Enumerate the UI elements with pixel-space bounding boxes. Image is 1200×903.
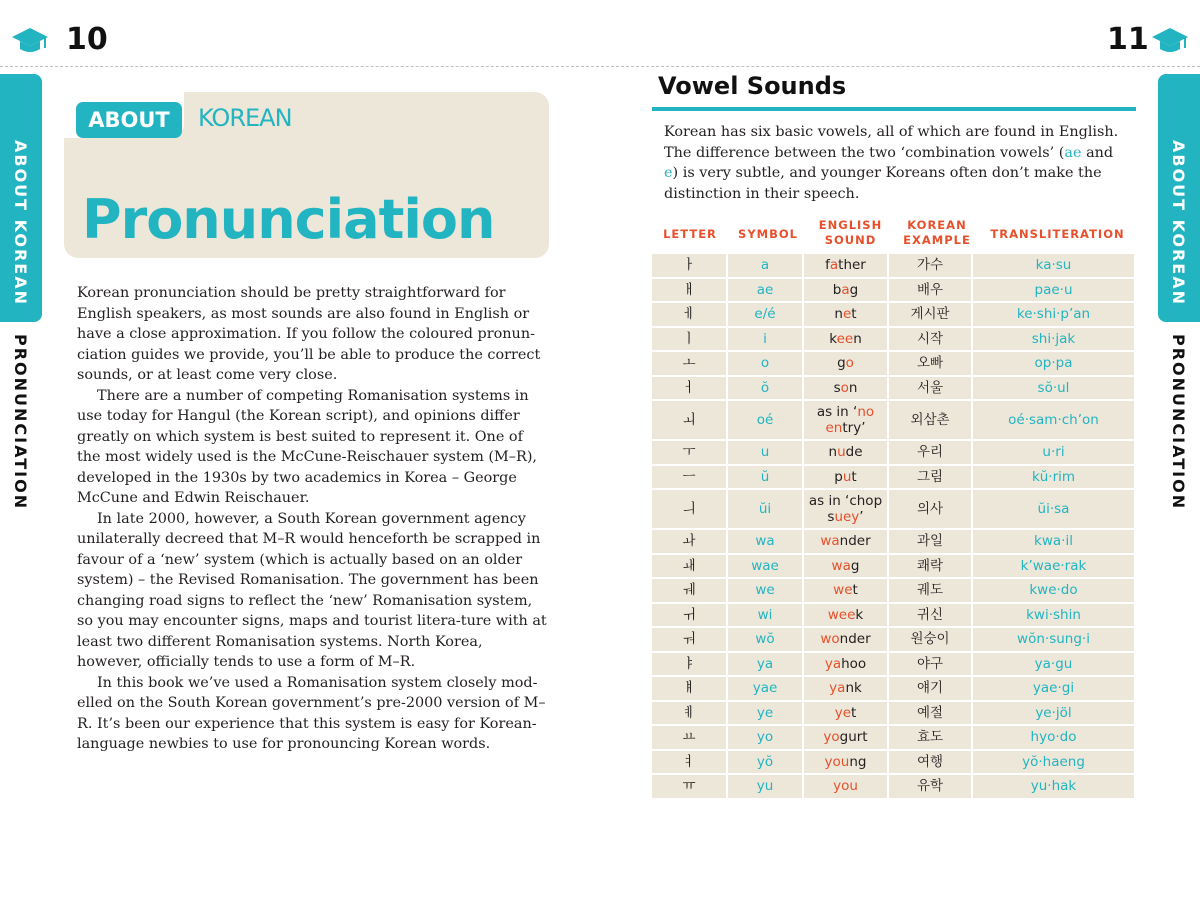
transliteration-cell: k’wae·rak (1020, 557, 1087, 574)
letter-cell: ㅗ (652, 352, 728, 375)
english-sound-cell: yogurt (804, 726, 889, 749)
english-sound-cell: net (804, 303, 889, 326)
paragraph: Korean pronunciation should be pretty straightforward for English speakers, as most sounds are also found in English or have a close approximation. If you follow the coloured pronun-ciation guides we provide, you’ll be able to produce the correct sounds, or at least come very close. (77, 285, 541, 383)
letter-cell: ㅢ (652, 490, 728, 528)
highlighted-sound: we (833, 582, 853, 599)
letter-cell: ㅖ (652, 702, 728, 725)
table-row (652, 279, 1134, 304)
section-title: Vowel Sounds (658, 72, 847, 100)
letter-cell: ㅜ (652, 441, 728, 464)
english-sound-cell: keen (804, 328, 889, 351)
transliteration-cell: kwa·il (1034, 533, 1073, 550)
english-sound-cell: yahoo (804, 653, 889, 676)
letter-cell: ㅝ (652, 628, 728, 651)
right-section-tab-label: ABOUT KOREAN (1169, 140, 1188, 306)
transliteration-cell: wŏn·sung·i (1017, 631, 1090, 648)
graduation-cap-icon (1150, 26, 1190, 56)
symbol-cell: e/é (728, 303, 804, 326)
highlighted-sound: a (829, 257, 839, 274)
english-sound-cell: put (804, 466, 889, 489)
table-row (652, 702, 1134, 727)
table-row (652, 352, 1134, 377)
symbol-cell: yo (728, 726, 804, 749)
symbol-cell: oé (728, 401, 804, 439)
korean-example-cell: 의사 (889, 490, 973, 528)
highlighted-sound: wee (827, 606, 856, 623)
table-row (652, 328, 1134, 353)
highlighted-sound: ye (834, 704, 851, 721)
highlighted-sound: you (824, 753, 850, 770)
highlighted-sound: wa (820, 533, 840, 550)
transliteration-cell: ye·jöl (1035, 704, 1072, 721)
table-row (652, 775, 1134, 800)
symbol-cell: yŏ (728, 751, 804, 774)
highlighted-sound: e (842, 306, 852, 323)
symbol-cell: ŭ (728, 466, 804, 489)
right-page-number: 11 (1107, 22, 1149, 57)
letter-cell: ㅛ (652, 726, 728, 749)
korean-example-cell: 서울 (889, 377, 973, 400)
vowel-table (652, 254, 1134, 800)
highlighted-sound: wo (820, 631, 840, 648)
vowel-ae: ae (1064, 144, 1082, 161)
transliteration-cell: kŭ·rim (1031, 468, 1076, 485)
korean-example-cell: 오빠 (889, 352, 973, 375)
symbol-cell: wae (728, 555, 804, 578)
transliteration-cell: ŭi·sa (1037, 501, 1070, 517)
letter-cell: ㅓ (652, 377, 728, 400)
korean-example-cell: 과일 (889, 530, 973, 553)
symbol-cell: o (728, 352, 804, 375)
korean-example-cell: 야구 (889, 653, 973, 676)
korean-example-cell: 귀신 (889, 604, 973, 627)
korean-example-cell: 쾌락 (889, 555, 973, 578)
symbol-cell: ŏ (728, 377, 804, 400)
left-chapter-label: PRONUNCIATION (11, 334, 30, 511)
korean-example-cell: 원숭이 (889, 628, 973, 651)
paragraph: In this book we’ve used a Romanisation system closely mod-elled on the South Korean government’s pre-2000 version of M–R. It’s been our experience that this system is easy for Korean-language newbies to use for pronouncing Korean words. (77, 674, 546, 752)
table-row (652, 303, 1134, 328)
english-sound-cell: as in ‘no entry’ (804, 401, 889, 439)
letter-cell: ㅑ (652, 653, 728, 676)
korean-example-cell: 효도 (889, 726, 973, 749)
highlighted-sound: wa (831, 557, 851, 574)
english-sound-cell: young (804, 751, 889, 774)
transliteration-cell: pae·u (1034, 281, 1073, 298)
transliteration-cell: oé·sam·ch’on (1008, 412, 1099, 428)
table-row (652, 653, 1134, 678)
english-sound-cell: go (804, 352, 889, 375)
table-row (652, 579, 1134, 604)
highlighted-sound: yo (823, 729, 840, 746)
korean-example-cell: 궤도 (889, 579, 973, 602)
table-row (652, 401, 1134, 441)
table-row (652, 751, 1134, 776)
left-page-number: 10 (66, 22, 108, 57)
letter-cell: ㅔ (652, 303, 728, 326)
korean-example-cell: 시작 (889, 328, 973, 351)
letter-cell: ㅐ (652, 279, 728, 302)
graduation-cap-icon (10, 26, 50, 56)
korean-example-cell: 얘기 (889, 677, 973, 700)
transliteration-cell: hyo·do (1030, 729, 1077, 746)
symbol-cell: wi (728, 604, 804, 627)
english-sound-cell: wonder (804, 628, 889, 651)
english-sound-cell: yet (804, 702, 889, 725)
letter-cell: ㅘ (652, 530, 728, 553)
transliteration-cell: yu·hak (1030, 778, 1077, 795)
header-symbol: SYMBOL (738, 227, 798, 241)
letter-cell: ㅡ (652, 466, 728, 489)
header-korean-example: KOREAN EXAMPLE (903, 218, 971, 247)
english-sound-cell: wag (804, 555, 889, 578)
korean-label: KOREAN (198, 104, 292, 132)
symbol-cell: i (728, 328, 804, 351)
table-row (652, 604, 1134, 629)
english-sound-cell: father (804, 254, 889, 277)
transliteration-cell: yae·gi (1032, 680, 1075, 697)
korean-example-cell: 가수 (889, 254, 973, 277)
letter-cell: ㅏ (652, 254, 728, 277)
symbol-cell: we (728, 579, 804, 602)
table-row (652, 377, 1134, 402)
transliteration-cell: yŏ·haeng (1022, 753, 1085, 770)
table-row (652, 677, 1134, 702)
highlighted-sound: ee (836, 330, 854, 347)
symbol-cell: wŏ (728, 628, 804, 651)
letter-cell: ㅟ (652, 604, 728, 627)
english-sound-cell: yank (804, 677, 889, 700)
korean-example-cell: 예절 (889, 702, 973, 725)
paragraph: In late 2000, however, a South Korean government agency unilaterally decreed that M–R would henceforth be scrapped in favour of a ‘new’ system (which is actually based on an older system) – the Revised Romanisation. The government has been changing road signs to reflect the ‘new’ Romanisation system, so you may encounter signs, maps and tourist litera-ture with at least two different Romanisation systems. North Korea, however, officially tends to use a form of M–R. (77, 510, 547, 670)
letter-cell: ㅙ (652, 555, 728, 578)
table-row (652, 726, 1134, 751)
korean-example-cell: 여행 (889, 751, 973, 774)
symbol-cell: yu (728, 775, 804, 798)
table-header (652, 218, 1134, 252)
highlighted-sound: a (841, 281, 850, 298)
transliteration-cell: ka·su (1035, 257, 1072, 274)
symbol-cell: ya (728, 653, 804, 676)
intro-text: Korean has six basic vowels, all of which are found in English. The difference between the two ‘combination vowels’ (ae and e) is very subtle, and younger Koreans often don’t make the distinction in their speech. (664, 124, 1119, 202)
transliteration-cell: ke·shi·p’an (1016, 306, 1091, 323)
section-title-rule (652, 107, 1136, 111)
english-sound-cell: bag (804, 279, 889, 302)
letter-cell: ㅕ (652, 751, 728, 774)
highlighted-sound: o (845, 355, 854, 372)
symbol-cell: ye (728, 702, 804, 725)
about-label: ABOUT (76, 102, 182, 138)
letter-cell: ㅣ (652, 328, 728, 351)
english-sound-cell: wet (804, 579, 889, 602)
table-row (652, 530, 1134, 555)
korean-example-cell: 외삼촌 (889, 401, 973, 439)
transliteration-cell: u·ri (1042, 444, 1065, 461)
english-sound-cell: wander (804, 530, 889, 553)
header-transliteration: TRANSLITERATION (990, 227, 1125, 241)
letter-cell: ㅞ (652, 579, 728, 602)
korean-example-cell: 유학 (889, 775, 973, 798)
table-row (652, 466, 1134, 491)
korean-example-cell: 그림 (889, 466, 973, 489)
page-title: Pronunciation (82, 188, 495, 251)
transliteration-cell: sŏ·ul (1037, 379, 1070, 396)
highlighted-sound: ya (824, 655, 842, 672)
symbol-cell: yae (728, 677, 804, 700)
letter-cell: ㅚ (652, 401, 728, 439)
symbol-cell: u (728, 441, 804, 464)
letter-cell: ㅒ (652, 677, 728, 700)
table-row (652, 628, 1134, 653)
english-sound-cell: as in ‘chop suey’ (804, 490, 889, 528)
header-divider (0, 66, 1200, 67)
english-sound-cell: week (804, 604, 889, 627)
english-sound-cell (804, 775, 889, 798)
transliteration-cell: ya·gu (1034, 655, 1073, 672)
symbol-cell: wa (728, 530, 804, 553)
table-row (652, 555, 1134, 580)
highlighted-sound: uey (834, 509, 860, 525)
right-chapter-label: PRONUNCIATION (1169, 334, 1188, 511)
header-english-sound: ENGLISH SOUND (818, 218, 883, 247)
letter-cell: ㅠ (652, 775, 728, 798)
transliteration-cell: op·pa (1034, 355, 1073, 372)
transliteration-cell: kwe·do (1029, 582, 1078, 599)
highlighted-sound: you (833, 778, 858, 795)
vowel-e: e (664, 165, 673, 181)
left-section-tab-label: ABOUT KOREAN (11, 140, 30, 306)
transliteration-cell: shi·jak (1031, 330, 1076, 347)
highlighted-sound: u (842, 468, 852, 485)
symbol-cell: ŭi (728, 490, 804, 528)
transliteration-cell: kwi·shin (1026, 606, 1081, 623)
paragraph: There are a number of competing Romanisation systems in use today for Hangul (the Korean script), and opinions differ greatly on which system is best suited to represent it. One of the most widely used is the McCune-Reischauer system (M–R), developed in the 1930s by two academics in Korea – George McCune and Edwin Reischauer. (77, 387, 538, 506)
english-sound-cell: nude (804, 441, 889, 464)
header-letter: LETTER (663, 227, 717, 241)
body-text (77, 283, 549, 755)
table-row (652, 490, 1134, 530)
symbol-cell: ae (728, 279, 804, 302)
korean-example-cell: 우리 (889, 441, 973, 464)
korean-example-cell: 게시판 (889, 303, 973, 326)
highlighted-sound: o (840, 379, 849, 396)
highlighted-sound: ya (829, 680, 846, 697)
highlighted-sound: u (837, 444, 846, 461)
highlighted-sound: no en (825, 404, 875, 436)
table-row (652, 441, 1134, 466)
english-sound-cell: son (804, 377, 889, 400)
table-row (652, 254, 1134, 279)
symbol-cell: a (728, 254, 804, 277)
korean-example-cell: 배우 (889, 279, 973, 302)
